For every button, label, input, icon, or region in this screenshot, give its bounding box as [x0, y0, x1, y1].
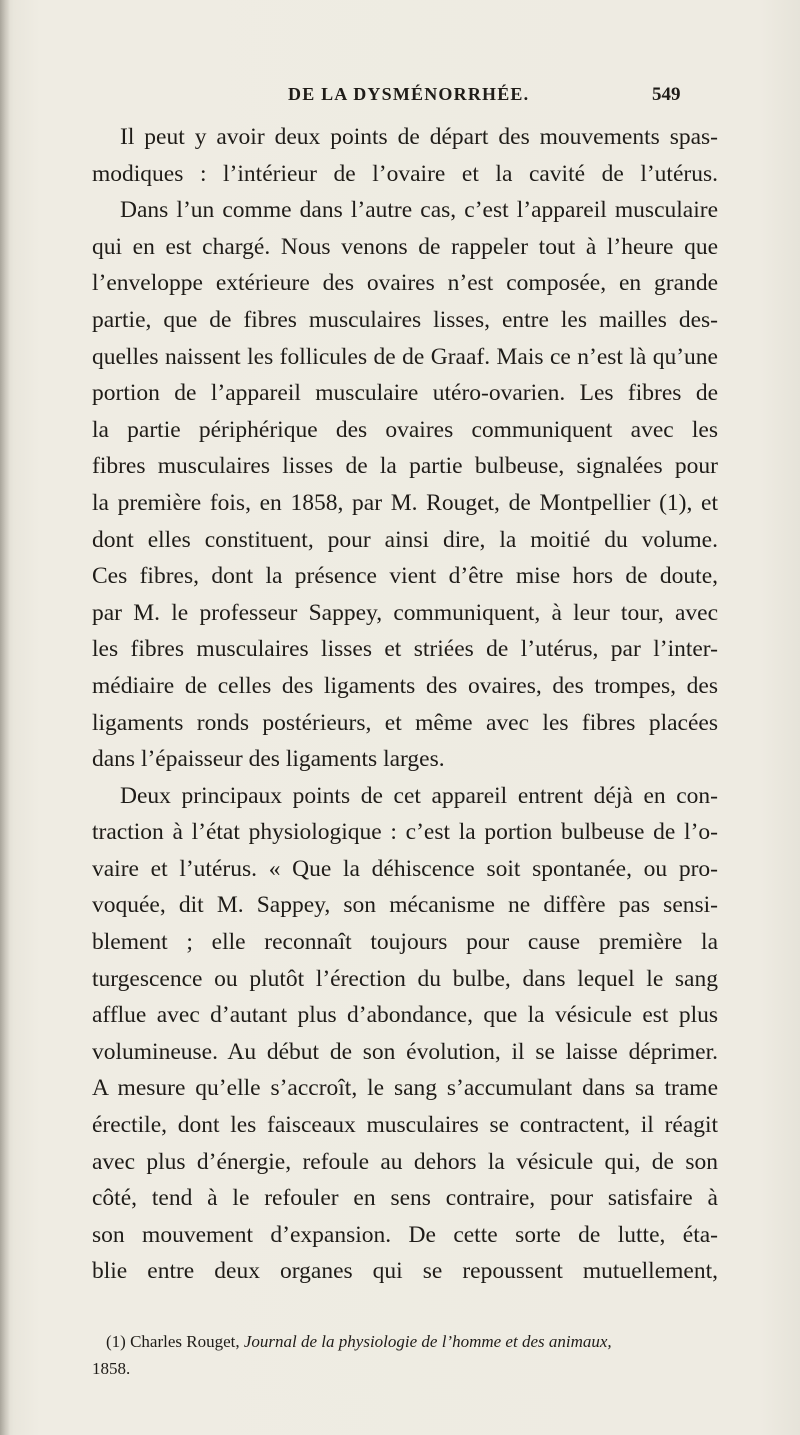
text-line: Ces fibres, dont la présence vient d’être mise hors de doute, [92, 563, 718, 590]
text-line: quelles naissent les follicules de de Graaf. Mais ce n’est là qu’une [92, 343, 718, 370]
text-line: les fibres musculaires lisses et striées de l’utérus, par l’inter- [92, 636, 718, 663]
footnote-title: Journal de la physiologie de l’homme et des animaux, [243, 1332, 612, 1351]
footnote [92, 1328, 718, 1382]
text-line: érectile, dont les faisceaux musculaires se contractent, il réagit [92, 1112, 718, 1139]
text-line: A mesure qu’elle s’accroît, le sang s’accumulant dans sa trame [92, 1075, 718, 1102]
footnote-line [92, 1328, 718, 1355]
text-line: Deux principaux points de cet appareil entrent déjà en con- [120, 782, 718, 809]
text-line: qui en est chargé. Nous venons de rappeler tout à l’heure que [92, 233, 718, 260]
text-line: fibres musculaires lisses de la partie bulbeuse, signalées pour [92, 453, 718, 480]
binding-shadow [0, 0, 10, 1435]
text-line: turgescence ou plutôt l’érection du bulbe, dans lequel le sang [92, 965, 718, 992]
text-line: son mouvement d’expansion. De cette sorte de lutte, éta- [92, 1221, 718, 1248]
text-line: traction à l’état physiologique : c’est la portion bulbeuse de l’o- [92, 819, 718, 846]
text-line: côté, tend à le refouler en sens contraire, pour satisfaire à [92, 1185, 718, 1212]
text-line: médiaire de celles des ligaments des ovaires, des trompes, des [92, 672, 718, 699]
body-text [92, 119, 718, 1290]
text-line: afflue avec d’autant plus d’abondance, que la vésicule est plus [92, 1002, 718, 1029]
text-line: l’enveloppe extérieure des ovaires n’est composée, en grande [92, 270, 718, 297]
text-line: Dans l’un comme dans l’autre cas, c’est l’appareil musculaire [120, 197, 718, 224]
text-line: la première fois, en 1858, par M. Rouget, de Montpellier (1), et [92, 489, 718, 516]
footnote-marker: (1) [106, 1332, 126, 1351]
text-line: par M. le professeur Sappey, communiquent, à leur tour, avec [92, 599, 718, 626]
text-line: blement ; elle reconnaît toujours pour cause première la [92, 929, 718, 956]
running-title: DE LA DYSMÉNORRHÉE. [288, 84, 530, 104]
running-head [0, 84, 800, 114]
text-line: partie, que de fibres musculaires lisses, entre les mailles des- [92, 306, 718, 333]
text-line: dans l’épaisseur des ligaments larges. [92, 746, 445, 773]
text-line: dont elles constituent, pour ainsi dire, la moitié du volume. [92, 526, 718, 553]
text-line: modiques : l’intérieur de l’ovaire et la cavité de l’utérus. [92, 160, 718, 187]
text-line: avec plus d’énergie, refoule au dehors la vésicule qui, de son [92, 1148, 718, 1175]
text-line: la partie périphérique des ovaires communiquent avec les [92, 416, 718, 443]
text-line: Il peut y avoir deux points de départ des mouvements spas- [120, 124, 718, 150]
text-line: blie entre deux organes qui se repoussent mutuellement, [92, 1258, 718, 1285]
text-line: ligaments ronds postérieurs, et même avec les fibres placées [92, 709, 718, 736]
text-line: portion de l’appareil musculaire utéro-ovarien. Les fibres de [92, 380, 718, 407]
footnote-author: Charles Rouget, [130, 1332, 240, 1351]
text-line: vaire et l’utérus. « Que la déhiscence soit spontanée, ou pro- [92, 855, 718, 882]
footnote-year: 1858. [92, 1359, 131, 1378]
text-line: voquée, dit M. Sappey, son mécanisme ne diffère pas sensi- [92, 892, 718, 919]
text-line: volumineuse. Au début de son évolution, il se laisse déprimer. [92, 1038, 718, 1065]
page-number: 549 [652, 84, 681, 105]
